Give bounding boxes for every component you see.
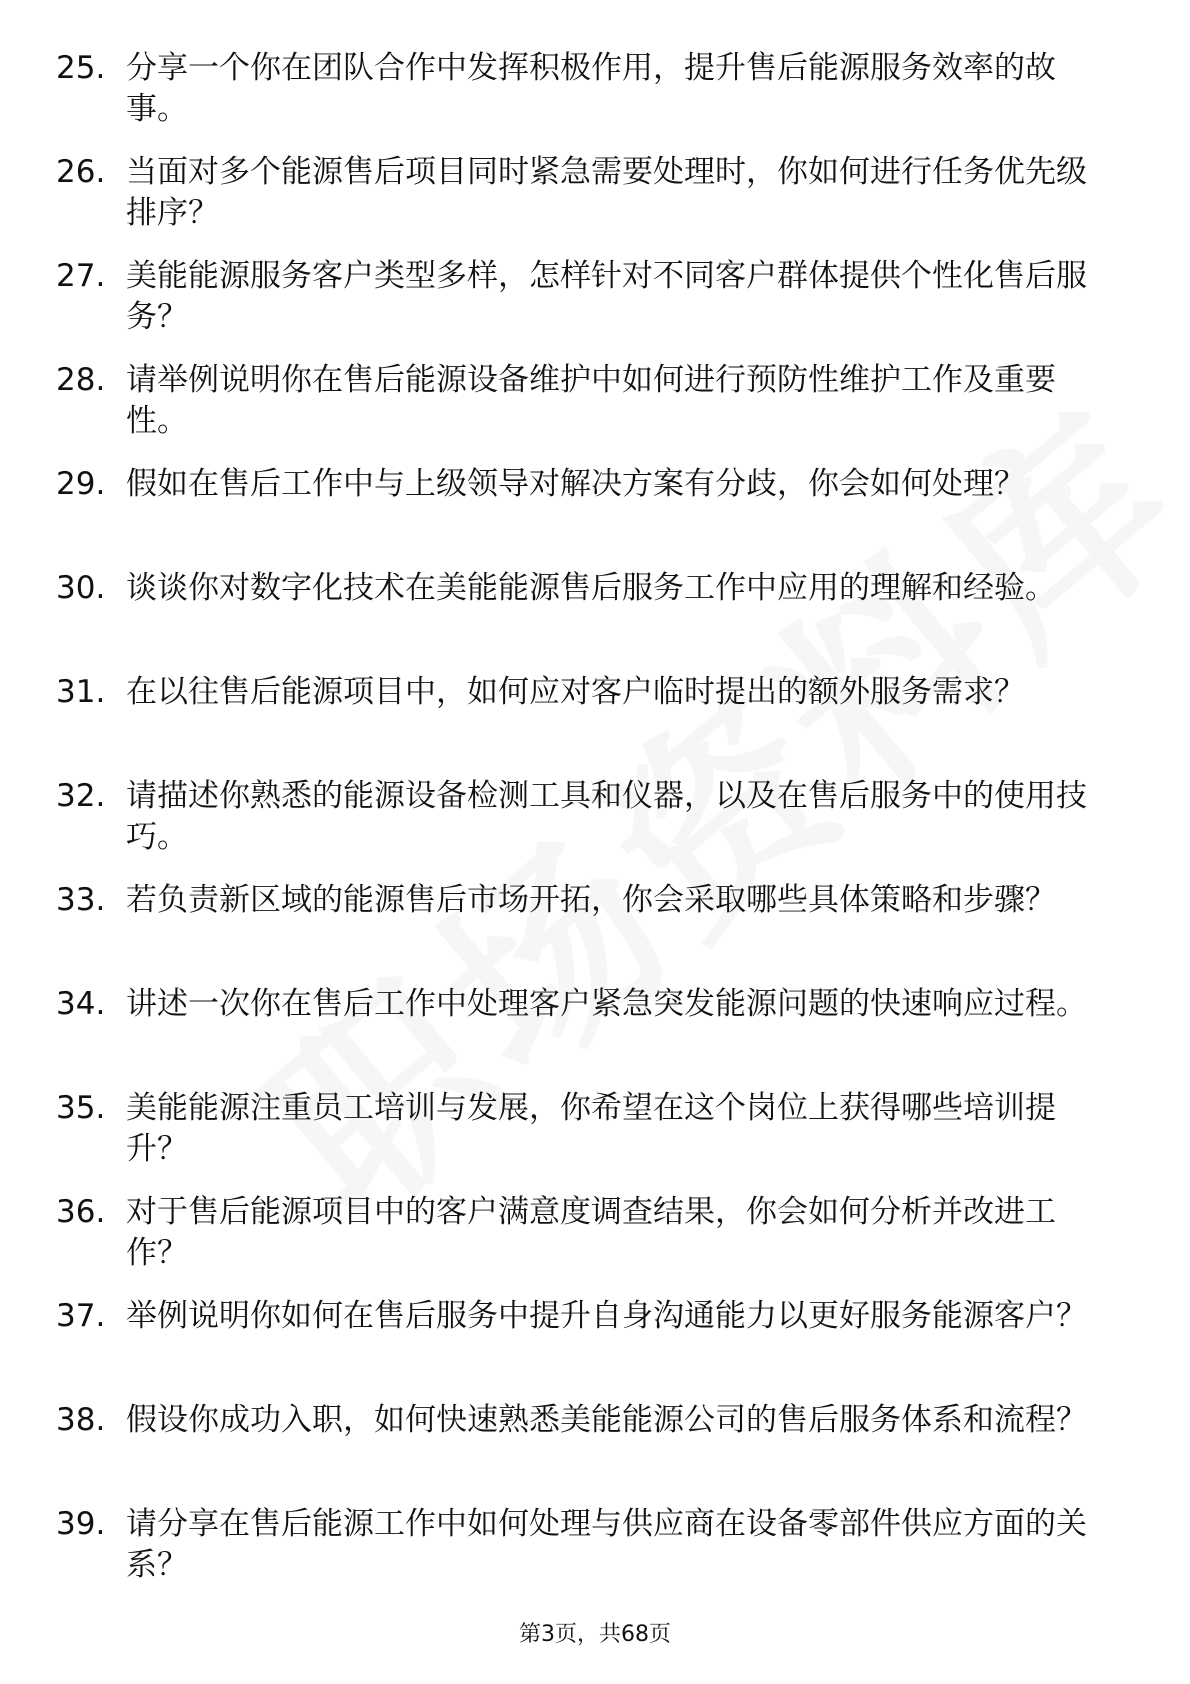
question-number: 36.	[56, 1194, 106, 1230]
question-text: 对于售后能源项目中的客户满意度调查结果，你会如何分析并改进工作？	[126, 1194, 1056, 1271]
question-text: 请描述你熟悉的能源设备检测工具和仪器，以及在售后服务中的使用技巧。	[126, 778, 1087, 855]
question-item	[56, 464, 1116, 568]
question-item	[56, 1504, 1116, 1608]
question-text: 假设你成功入职，如何快速熟悉美能能源公司的售后服务体系和流程？	[126, 1402, 1087, 1438]
question-number: 26.	[56, 154, 106, 190]
question-number: 29.	[56, 466, 106, 502]
question-item	[56, 360, 1116, 464]
question-list	[56, 48, 1116, 1608]
question-text: 美能能源服务客户类型多样，怎样针对不同客户群体提供个性化售后服务？	[126, 258, 1087, 335]
question-text: 美能能源注重员工培训与发展，你希望在这个岗位上获得哪些培训提升？	[126, 1090, 1056, 1167]
question-number: 34.	[56, 986, 106, 1022]
question-number: 25.	[56, 50, 106, 86]
question-item	[56, 1400, 1116, 1504]
question-item	[56, 256, 1116, 360]
question-item	[56, 48, 1116, 152]
question-number: 39.	[56, 1506, 106, 1542]
question-item	[56, 984, 1116, 1088]
question-text: 讲述一次你在售后工作中处理客户紧急突发能源问题的快速响应过程。	[126, 986, 1087, 1022]
question-item	[56, 152, 1116, 256]
question-text: 若负责新区域的能源售后市场开拓，你会采取哪些具体策略和步骤？	[126, 882, 1056, 918]
question-number: 27.	[56, 258, 106, 294]
question-text: 分享一个你在团队合作中发挥积极作用，提升售后能源服务效率的故事。	[126, 50, 1056, 127]
question-text: 当面对多个能源售后项目同时紧急需要处理时，你如何进行任务优先级排序？	[126, 154, 1087, 231]
page-footer	[0, 1617, 1190, 1648]
question-item	[56, 568, 1116, 672]
question-text: 在以往售后能源项目中，如何应对客户临时提出的额外服务需求？	[126, 674, 1025, 710]
question-text: 请举例说明你在售后能源设备维护中如何进行预防性维护工作及重要性。	[126, 362, 1056, 439]
question-number: 31.	[56, 674, 106, 710]
question-number: 28.	[56, 362, 106, 398]
question-text: 假如在售后工作中与上级领导对解决方案有分歧，你会如何处理？	[126, 466, 1025, 502]
page-number-label: 第3页，共68页	[519, 1622, 671, 1647]
question-number: 30.	[56, 570, 106, 606]
question-item	[56, 672, 1116, 776]
question-number: 38.	[56, 1402, 106, 1438]
question-number: 35.	[56, 1090, 106, 1126]
question-number: 37.	[56, 1298, 106, 1334]
question-text: 谈谈你对数字化技术在美能能源售后服务工作中应用的理解和经验。	[126, 570, 1056, 606]
question-item	[56, 1192, 1116, 1296]
question-item	[56, 1296, 1116, 1400]
question-text: 举例说明你如何在售后服务中提升自身沟通能力以更好服务能源客户？	[126, 1298, 1087, 1334]
question-item	[56, 1088, 1116, 1192]
question-number: 32.	[56, 778, 106, 814]
question-item	[56, 880, 1116, 984]
question-number: 33.	[56, 882, 106, 918]
question-text: 请分享在售后能源工作中如何处理与供应商在设备零部件供应方面的关系？	[126, 1506, 1087, 1583]
question-item	[56, 776, 1116, 880]
